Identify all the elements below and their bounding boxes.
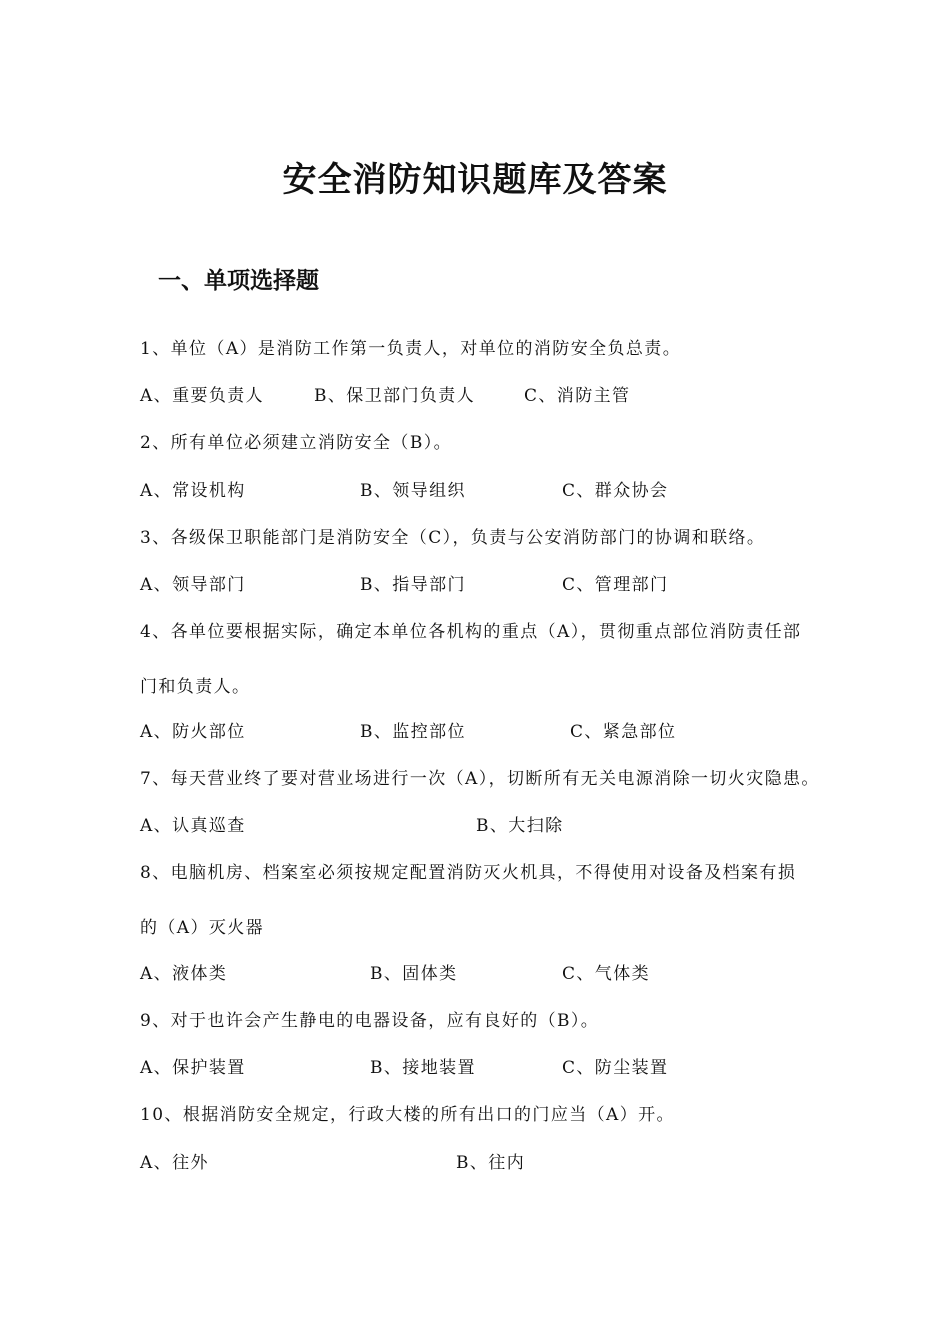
question-3-option-a: A、领导部门	[140, 575, 246, 595]
question-9-option-c: C、防尘装置	[562, 1058, 669, 1078]
question-4-option-b: B、监控部位	[360, 722, 466, 742]
question-2-option-c: C、群众协会	[562, 481, 669, 501]
question-3-text: 3、各级保卫职能部门是消防安全（C），负责与公安消防部门的协调和联络。	[140, 528, 766, 548]
question-9-option-a: A、保护装置	[140, 1058, 246, 1078]
question-10-option-a: A、往外	[140, 1153, 209, 1173]
question-9-text: 9、对于也许会产生静电的电器设备，应有良好的（B）。	[140, 1011, 600, 1031]
question-8-option-c: C、气体类	[562, 964, 651, 984]
question-1-option-a: A、重要负责人	[140, 386, 265, 406]
question-1-option-c: C、消防主管	[524, 386, 631, 406]
question-1-text: 1、单位（A）是消防工作第一负责人，对单位的消防安全负总责。	[140, 339, 682, 359]
question-7-text: 7、每天营业终了要对营业场进行一次（A），切断所有无关电源消除一切火灾隐患。	[140, 769, 820, 789]
question-2-option-b: B、领导组织	[360, 481, 466, 501]
question-8-option-b: B、固体类	[370, 964, 458, 984]
question-9-option-b: B、接地装置	[370, 1058, 476, 1078]
question-4-text-cont: 门和负责人。	[140, 677, 251, 697]
question-4-option-a: A、防火部位	[140, 722, 246, 742]
question-8-text: 8、电脑机房、档案室必须按规定配置消防灭火机具，不得使用对设备及档案有损	[140, 863, 797, 883]
question-7-option-a: A、认真巡查	[140, 816, 246, 836]
section-heading: 一、单项选择题	[158, 268, 319, 294]
question-2-option-a: A、常设机构	[140, 481, 246, 501]
document-title: 安全消防知识题库及答案	[282, 160, 668, 200]
question-4-option-c: C、紧急部位	[570, 722, 677, 742]
question-7-option-b: B、大扫除	[476, 816, 564, 836]
question-2-text: 2、所有单位必须建立消防安全（B）。	[140, 433, 453, 453]
question-3-option-b: B、指导部门	[360, 575, 466, 595]
question-8-text-cont: 的（A）灭火器	[140, 918, 265, 938]
question-10-text: 10、根据消防安全规定，行政大楼的所有出口的门应当（A）开。	[140, 1105, 675, 1125]
question-1-option-b: B、保卫部门负责人	[314, 386, 476, 406]
question-8-option-a: A、液体类	[140, 964, 228, 984]
question-10-option-b: B、往内	[456, 1153, 526, 1173]
question-3-option-c: C、管理部门	[562, 575, 669, 595]
question-4-text: 4、各单位要根据实际，确定本单位各机构的重点（A），贯彻重点部位消防责任部	[140, 622, 802, 642]
